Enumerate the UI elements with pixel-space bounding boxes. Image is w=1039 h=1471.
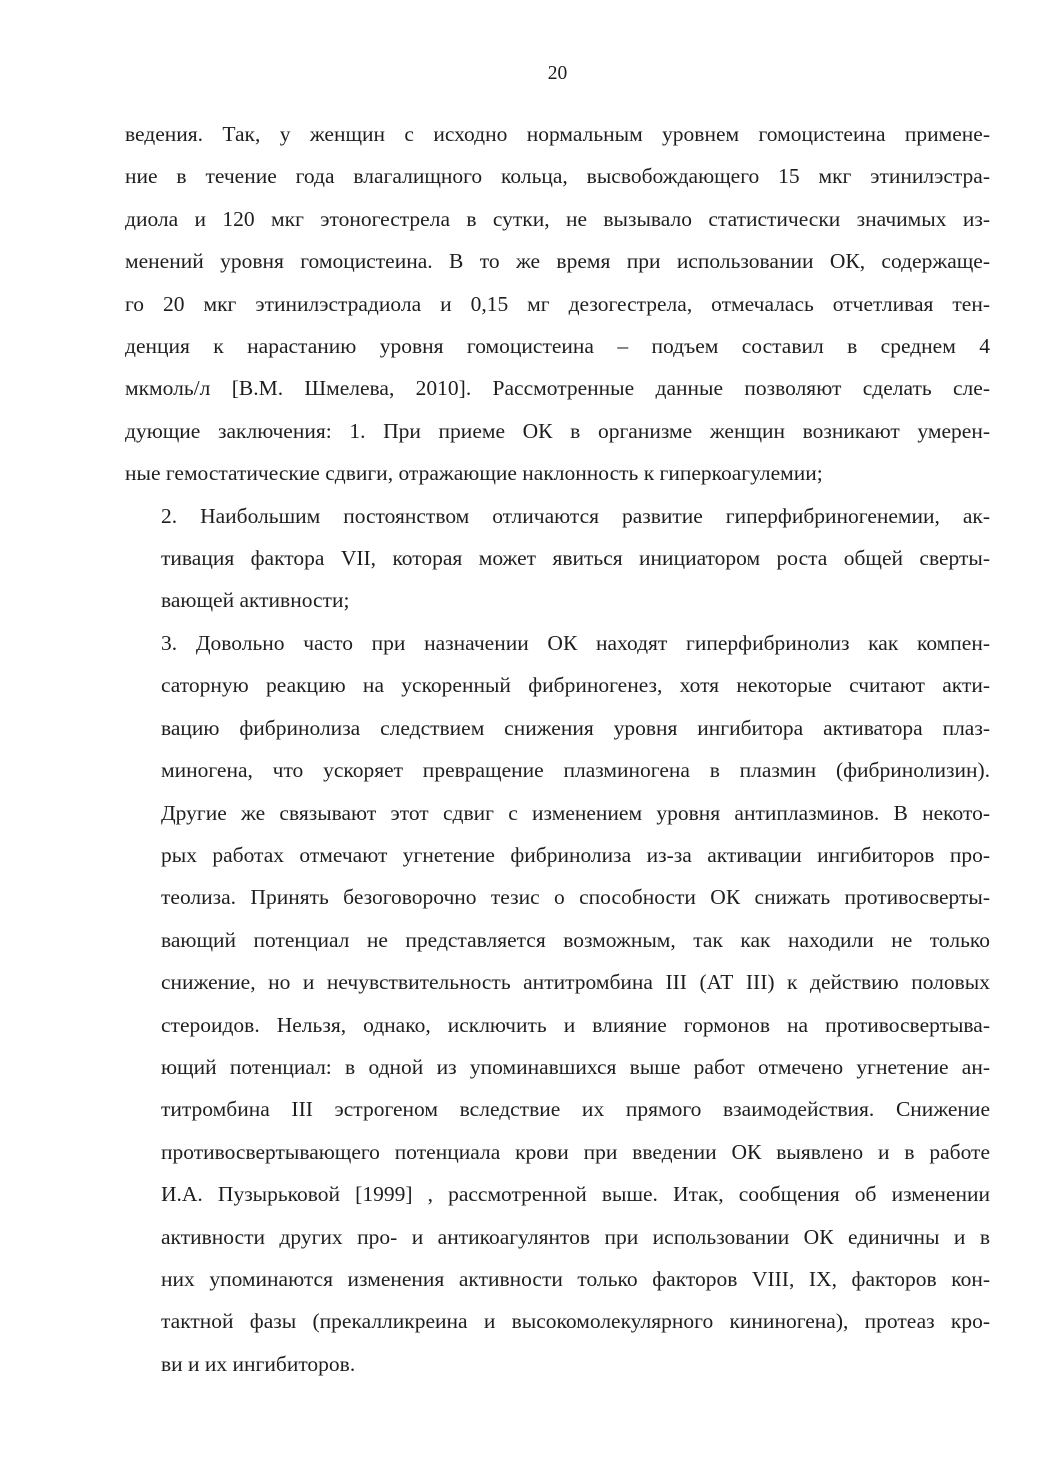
text-line: диола и 120 мкг этоногестрела в сутки, не вызывало статистически значимых из- [125,206,990,231]
text-line: саторную реакцию на ускоренный фибриногенез, хотя некоторые считают акти- [161,673,990,698]
text-line: 2. Наибольшим постоянством отличаются развитие гиперфибриногенемии, ак- [161,503,990,528]
page-number: 20 [547,63,568,84]
text-line: титромбина III эстрогеном вследствие их прямого взаимодействия. Снижение [161,1097,990,1122]
text-line: менений уровня гомоцистеина. В то же время при использовании ОК, содержаще- [125,249,990,274]
text-line: тивация фактора VII, которая может явиться инициатором роста общей сверты- [161,546,990,571]
text-line: теолиза. Принять безоговорочно тезис о способности ОК снижать противосверты- [161,885,990,910]
text-line: ние в течение года влагалищного кольца, высвобождающего 15 мкг этинилэстра- [125,164,990,189]
text-line: ведения. Так, у женщин с исходно нормальным уровнем гомоцистеина примене- [125,122,990,146]
text-line: ви и их ингибиторов. [161,1351,356,1376]
text-line: Другие же связывают этот сдвиг с изменением уровня антиплазминов. В некото- [161,800,990,825]
paragraph [125,113,990,495]
text-line: противосвертывающего потенциала крови при введении ОК выявлено и в работе [161,1139,990,1164]
text-line: ные гемостатические сдвиги, отражающие наклонность к гиперкоагулемии; [125,461,823,486]
text-line: рых работах отмечают угнетение фибринолиза из-за активации ингибиторов про- [161,842,990,867]
text-line: них упоминаются изменения активности только факторов VIII, IX, факторов кон- [161,1266,990,1291]
text-line: денция к нарастанию уровня гомоцистеина – подъем составил в среднем 4 [125,334,990,359]
text-line: вацию фибринолиза следствием снижения уровня ингибитора активатора плаз- [161,715,990,740]
text-line: вающий потенциал не представляется возможным, так как находили не только [161,927,990,952]
paragraph [125,622,990,1385]
text-line: миногена, что ускоряет превращение плазминогена в плазмин (фибринолизин). [161,758,990,783]
paragraph [125,495,990,622]
text-line: ющий потенциал: в одной из упоминавшихся выше работ отмечено угнетение ан- [161,1054,990,1079]
text-line: тактной фазы (прекалликреина и высокомолекулярного кининогена), протеаз кро- [161,1309,990,1334]
text-line: 3. Довольно часто при назначении ОК находят гиперфибринолиз как компен- [161,630,990,655]
text-line: го 20 мкг этинилэстрадиола и 0,15 мг дезогестрела, отмечалась отчетливая тен- [125,291,990,316]
text-line: снижение, но и нечувствительность антитромбина III (АТ III) к действию половых [161,970,990,995]
text-line: дующие заключения: 1. При приеме ОК в организме женщин возникают умерен- [125,418,990,443]
text-line: активности других про- и антикоагулянтов при использовании ОК единичны и в [161,1224,990,1249]
text-line: мкмоль/л [В.М. Шмелева, 2010]. Рассмотренные данные позволяют сделать сле- [125,376,990,401]
text-line: стероидов. Нельзя, однако, исключить и влияние гормонов на противосвертыва- [161,1012,990,1037]
text-line: вающей активности; [161,588,350,613]
text-line: И.А. Пузырьковой [1999] , рассмотренной выше. Итак, сообщения об изменении [161,1182,990,1207]
